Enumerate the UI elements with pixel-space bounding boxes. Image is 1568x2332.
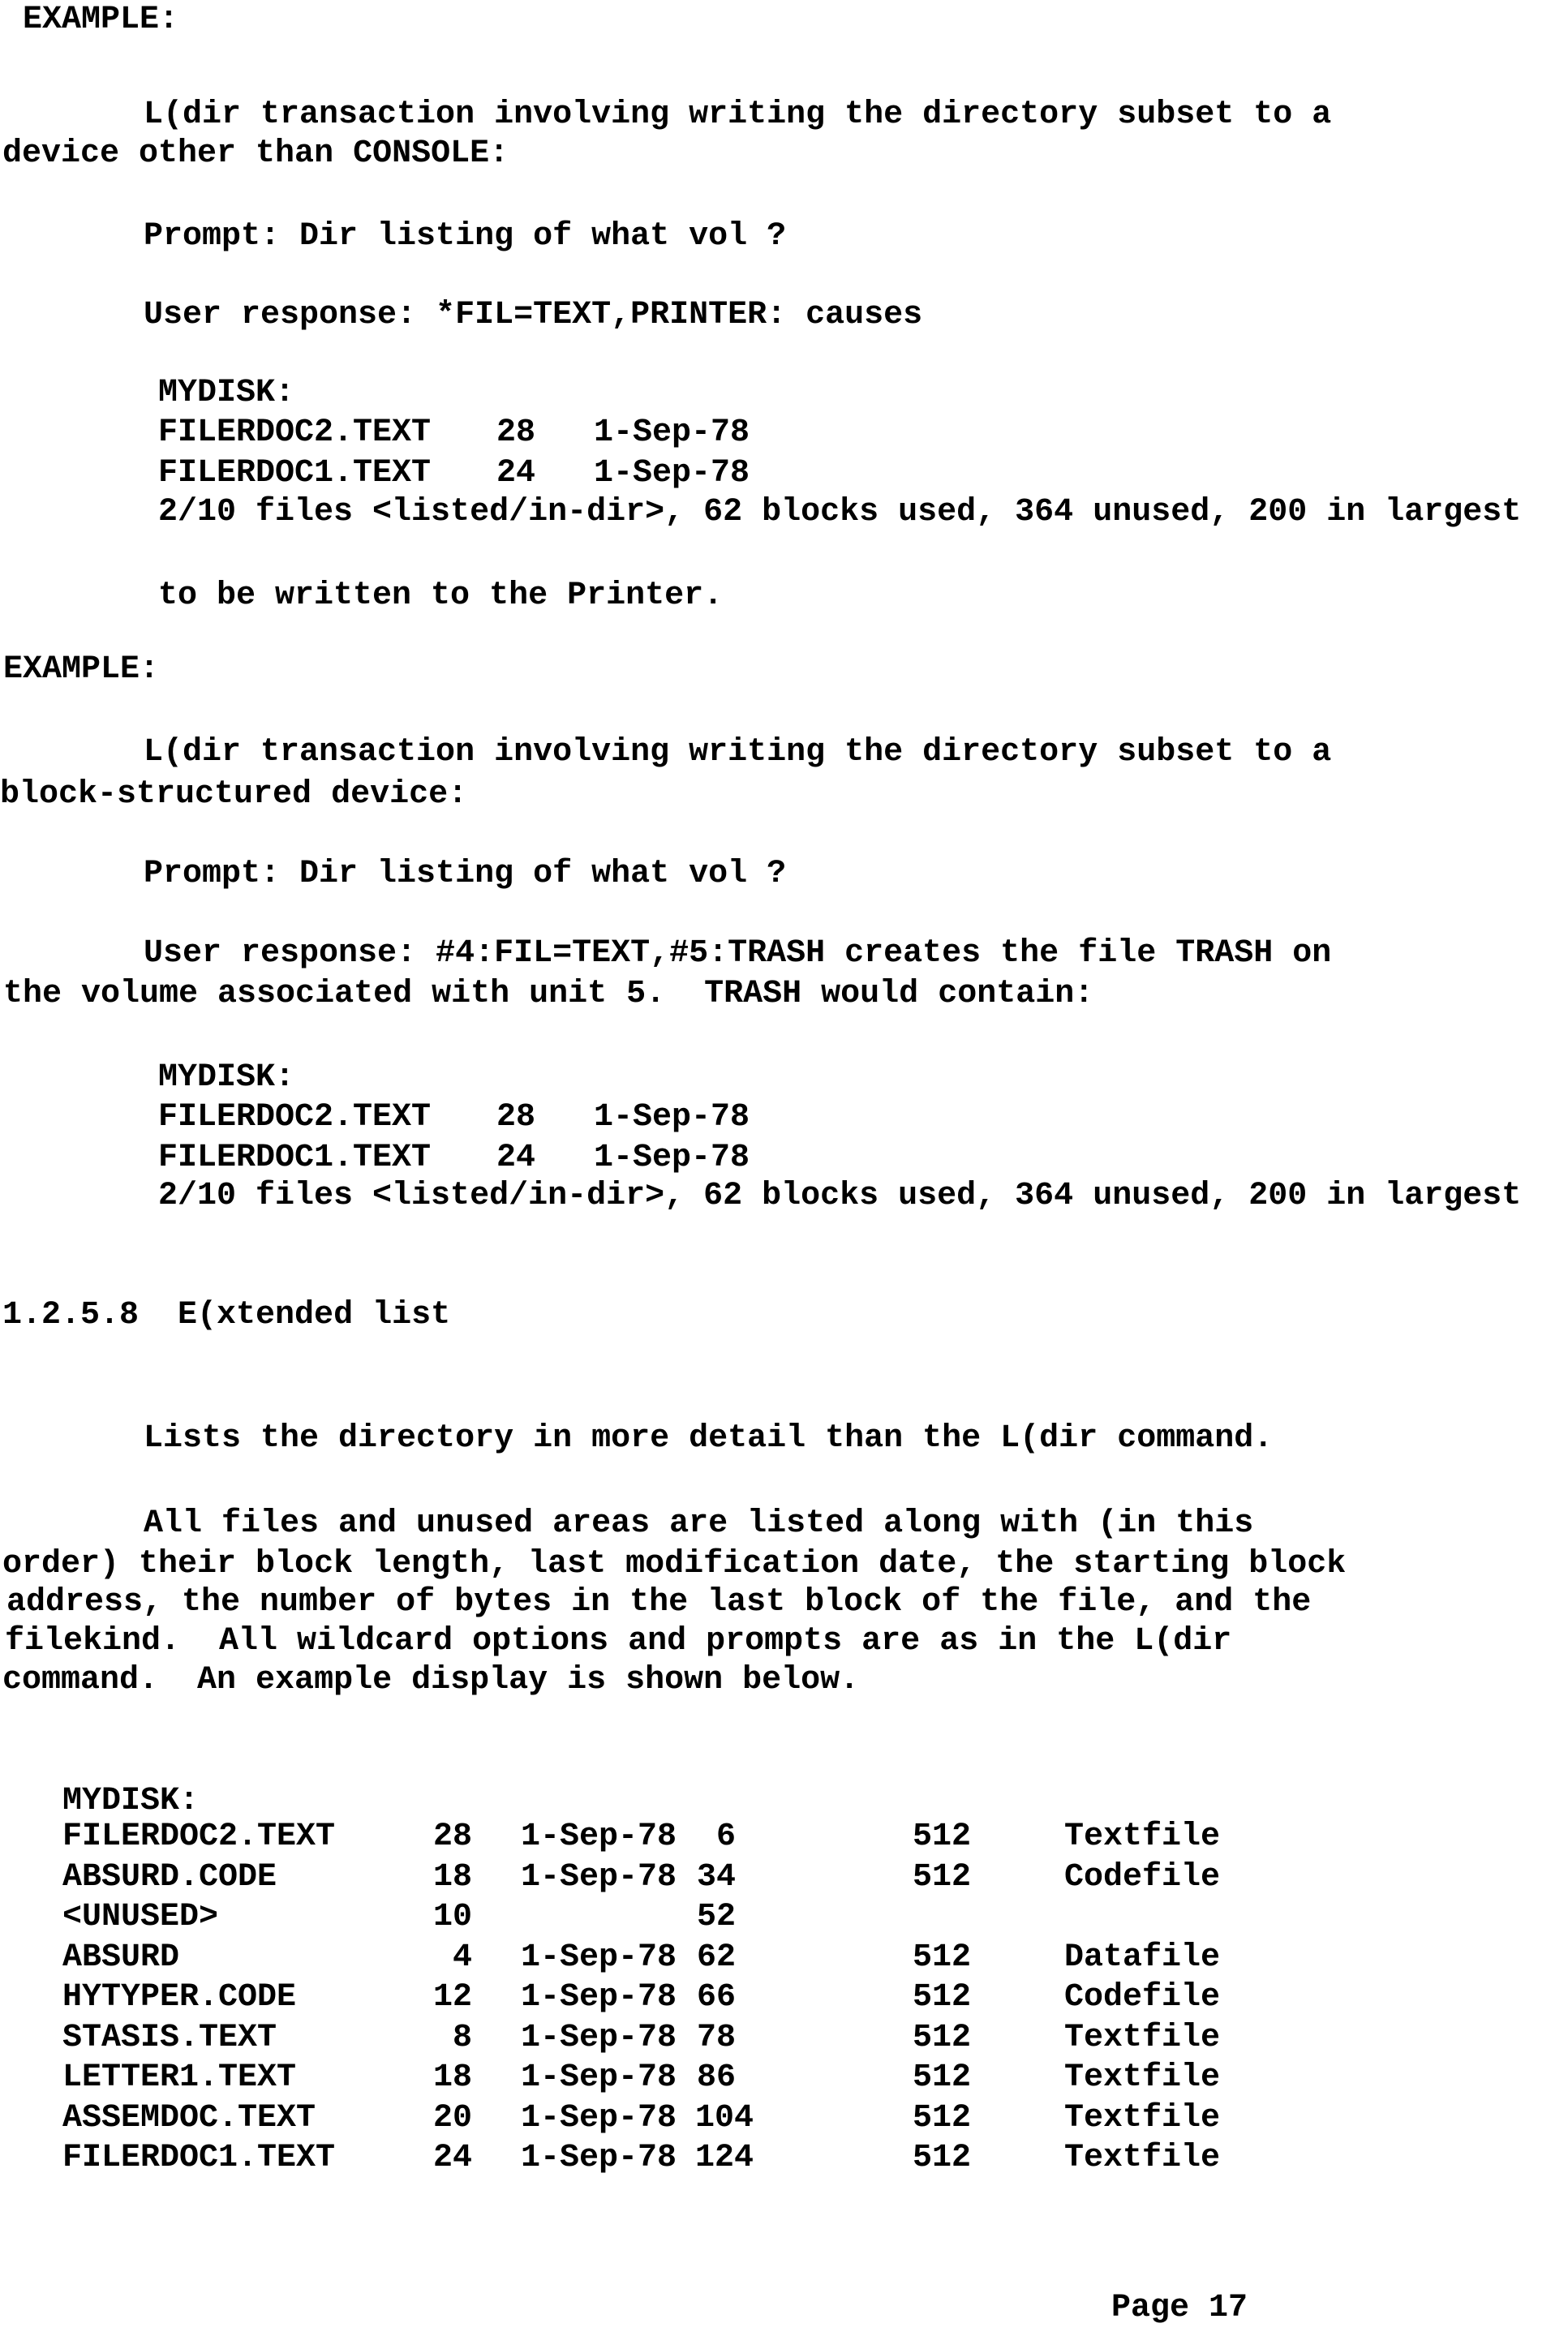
directory-listing (158, 414, 1537, 496)
cell-name: FILERDOC1.TEXT (158, 455, 432, 492)
cell-kind: Textfile (1064, 2019, 1221, 2056)
section-title: E(xtended list (178, 1297, 451, 1333)
cell-blocks: 18 (432, 2059, 472, 2096)
cell-start: 66 (696, 1979, 736, 2016)
cell-blocks: 12 (432, 1979, 472, 2016)
table-row (62, 1979, 1523, 2020)
cell-name: FILERDOC2.TEXT (158, 414, 432, 451)
cell-bytes (736, 1899, 971, 1939)
cell-name: FILERDOC2.TEXT (158, 1099, 432, 1136)
cell-bytes: 512 (912, 2059, 971, 2096)
table-row (158, 1099, 1537, 1140)
paragraph-line: block-structured device: (0, 776, 468, 813)
cell-bytes: 512 (912, 1819, 971, 1855)
cell-start: 86 (696, 2059, 736, 2096)
table-row (62, 1939, 1523, 1980)
cell-date (472, 1899, 695, 1939)
cell-blocks: 28 (432, 1819, 472, 1855)
table-row (62, 1899, 1523, 1939)
cell-name: ABSURD.CODE (62, 1858, 277, 1896)
cell-start: 62 (696, 1939, 736, 1976)
cell-name: FILERDOC2.TEXT (62, 1819, 336, 1855)
cell-kind: Textfile (1064, 2140, 1221, 2176)
table-row (62, 2140, 1523, 2180)
table-row (158, 414, 1537, 455)
cell-date: 1-Sep-78 (521, 2059, 677, 2096)
cell-name: FILERDOC1.TEXT (62, 2140, 336, 2176)
cell-name: FILERDOC1.TEXT (158, 1140, 432, 1176)
paragraph-line: All files and unused areas are listed along with (in this (144, 1505, 1254, 1542)
cell-date: 1-Sep-78 (521, 1939, 677, 1976)
cell-name: HYTYPER.CODE (62, 1979, 297, 2016)
cell-start: 124 (695, 2140, 754, 2176)
user-response-line: User response: #4:FIL=TEXT,#5:TRASH creates the file TRASH on (144, 935, 1332, 972)
cell-blocks: 28 (496, 414, 535, 451)
cell-kind: Codefile (1064, 1979, 1221, 2016)
cell-blocks: 24 (496, 455, 535, 492)
cell-blocks: 20 (432, 2099, 472, 2137)
cell-name: STASIS.TEXT (62, 2019, 277, 2056)
cell-blocks: 24 (496, 1140, 535, 1176)
paragraph-line: address, the number of bytes in the last block of the file, and the (6, 1584, 1312, 1621)
cell-blocks: 24 (432, 2140, 472, 2176)
cell-kind (971, 1899, 1312, 1939)
cell-bytes: 512 (912, 1858, 971, 1896)
cell-date: 1-Sep-78 (521, 2099, 677, 2137)
example-label: EXAMPLE: (3, 651, 160, 688)
section-number: 1.2.5.8 (2, 1297, 140, 1333)
paragraph-line: command. An example display is shown below. (2, 1662, 860, 1699)
paragraph-line: Lists the directory in more detail than the L(dir command. (144, 1420, 1274, 1457)
table-row (158, 455, 1537, 496)
cell-bytes: 512 (912, 2019, 971, 2056)
paragraph-line: filekind. All wildcard options and prompts are as in the L(dir (5, 1623, 1232, 1660)
cell-name: LETTER1.TEXT (62, 2059, 297, 2096)
table-row (62, 1859, 1523, 1900)
cell-start: 104 (695, 2099, 754, 2137)
cell-bytes: 512 (912, 2140, 971, 2176)
paragraph-line: device other than CONSOLE: (2, 135, 509, 172)
cell-blocks: 10 (432, 1899, 472, 1935)
table-row (62, 2059, 1523, 2100)
table-row (62, 2020, 1523, 2060)
section-heading (2, 1298, 450, 1333)
cell-date: 1-Sep-78 (521, 1819, 677, 1855)
cell-start: 34 (696, 1858, 736, 1896)
cell-blocks: 28 (496, 1099, 535, 1136)
cell-kind: Codefile (1064, 1858, 1221, 1896)
volume-label: MYDISK: (158, 375, 295, 411)
prompt-line: Prompt: Dir listing of what vol ? (144, 856, 787, 892)
paragraph-line: L(dir transaction involving writing the directory subset to a (144, 97, 1332, 133)
volume-label: MYDISK: (158, 1059, 295, 1096)
user-response-line: the volume associated with unit 5. TRASH would contain: (3, 976, 1094, 1012)
paragraph-line: order) their block length, last modification date, the starting block (2, 1546, 1347, 1583)
cell-date: 1-Sep-78 (521, 2019, 677, 2056)
extended-directory-listing (62, 1819, 1523, 2180)
listing-summary: 2/10 files <listed/in-dir>, 62 blocks used, 364 unused, 200 in largest (158, 494, 1522, 530)
cell-bytes: 512 (912, 1939, 971, 1976)
cell-date: 1-Sep-78 (594, 1140, 750, 1176)
cell-kind: Datafile (1064, 1939, 1221, 1976)
paragraph-line: to be written to the Printer. (158, 578, 724, 614)
cell-date: 1-Sep-78 (594, 1099, 750, 1136)
cell-start: 6 (715, 1819, 736, 1855)
cell-date: 1-Sep-78 (521, 2140, 677, 2176)
cell-date: 1-Sep-78 (594, 455, 750, 492)
cell-bytes: 512 (912, 2099, 971, 2137)
cell-start: 52 (696, 1899, 736, 1935)
cell-kind: Textfile (1064, 2099, 1221, 2137)
cell-kind: Textfile (1064, 2059, 1221, 2096)
cell-kind: Textfile (1064, 1819, 1221, 1855)
prompt-line: Prompt: Dir listing of what vol ? (144, 218, 787, 255)
table-row (62, 2100, 1523, 2141)
cell-start: 78 (696, 2019, 736, 2056)
table-row (62, 1819, 1523, 1859)
paragraph-line: L(dir transaction involving writing the directory subset to a (144, 734, 1332, 771)
cell-date: 1-Sep-78 (594, 414, 750, 451)
table-row (158, 1140, 1537, 1180)
cell-name: ASSEMDOC.TEXT (62, 2099, 316, 2137)
page-number: Page 17 (1111, 2290, 1248, 2326)
cell-name: ABSURD (62, 1939, 180, 1976)
directory-listing (158, 1099, 1537, 1180)
cell-date: 1-Sep-78 (521, 1858, 677, 1896)
example-label: EXAMPLE: (23, 2, 179, 38)
cell-blocks: 4 (452, 1939, 472, 1976)
cell-bytes: 512 (912, 1979, 971, 2016)
cell-blocks: 8 (452, 2019, 472, 2056)
volume-label: MYDISK: (62, 1783, 200, 1819)
user-response-line: User response: *FIL=TEXT,PRINTER: causes (144, 297, 923, 333)
cell-blocks: 18 (432, 1858, 472, 1896)
listing-summary: 2/10 files <listed/in-dir>, 62 blocks used, 364 unused, 200 in largest (158, 1178, 1522, 1214)
cell-name: <UNUSED> (62, 1899, 219, 1935)
cell-date: 1-Sep-78 (521, 1979, 677, 2016)
